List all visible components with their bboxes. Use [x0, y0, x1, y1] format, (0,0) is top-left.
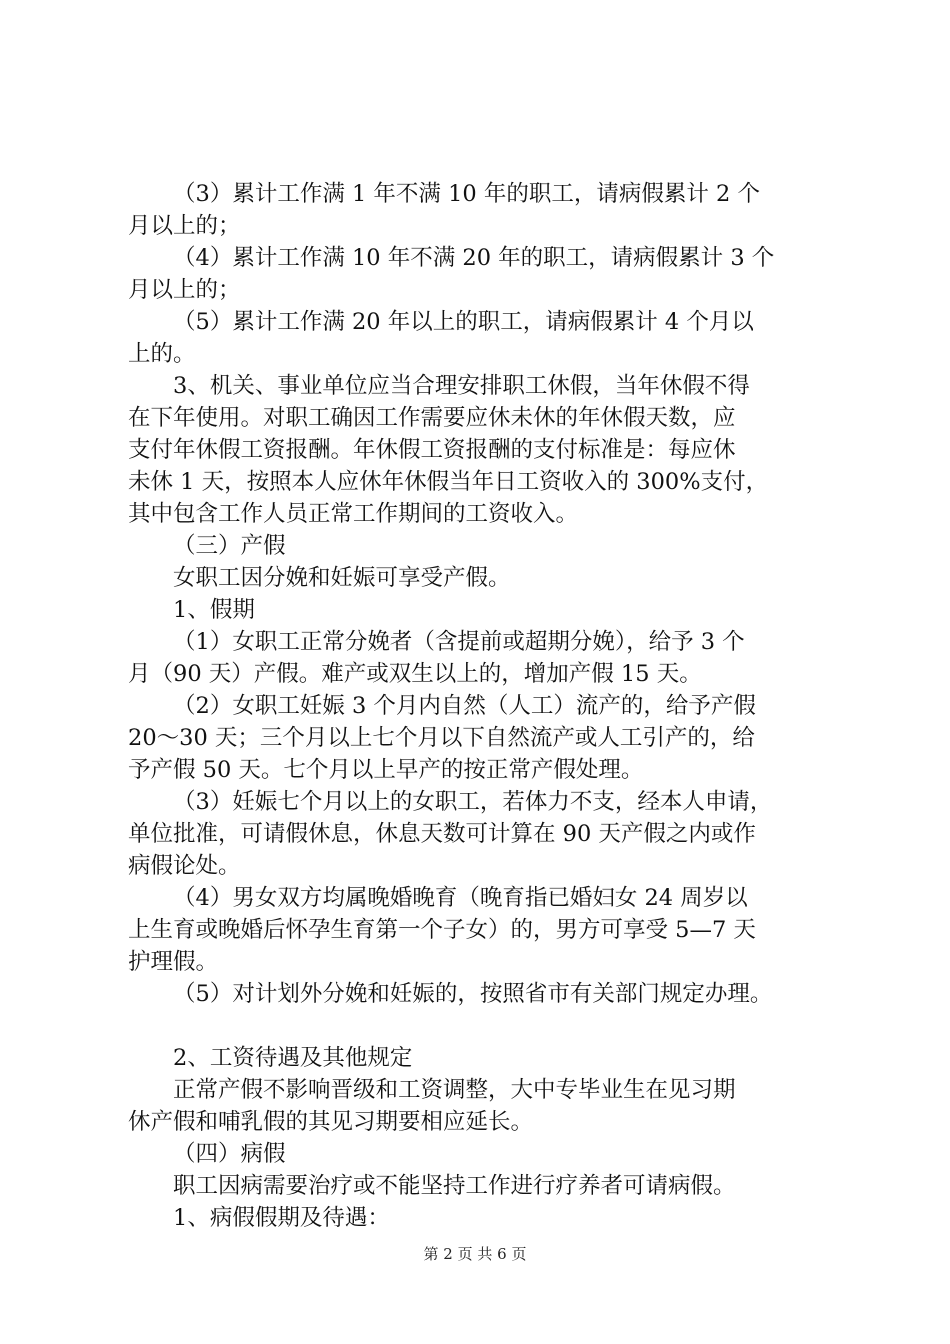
text-line: 病假论处。	[128, 853, 241, 879]
text-line: 护理假。	[128, 949, 219, 975]
text-line: 上的。	[128, 341, 196, 367]
blank-line	[128, 1010, 848, 1042]
text-line: 1、假期	[173, 597, 255, 623]
text-line: 月以上的；	[128, 277, 241, 303]
text-line: （5）累计工作满 20 年以上的职工，请病假累计 4 个月以	[173, 309, 754, 335]
text-line: 3、机关、事业单位应当合理安排职工休假，当年休假不得	[173, 373, 750, 399]
text-line: 1、病假假期及待遇：	[173, 1205, 390, 1231]
text-line: 月以上的；	[128, 213, 241, 239]
text-line: （三）产假	[173, 533, 286, 559]
text-line: （4）累计工作满 10 年不满 20 年的职工，请病假累计 3 个	[173, 245, 775, 271]
text-line: 月（90 天）产假。难产或双生以上的，增加产假 15 天。	[128, 661, 702, 687]
document-body	[128, 178, 848, 1234]
text-line: （4）男女双方均属晚婚晚育（晚育指已婚妇女 24 周岁以	[173, 885, 748, 911]
text-line: （1）女职工正常分娩者（含提前或超期分娩），给予 3 个	[173, 629, 745, 655]
text-line: 职工因病需要治疗或不能坚持工作进行疗养者可请病假。	[173, 1173, 736, 1199]
text-line: （5）对计划外分娩和妊娠的，按照省市有关部门规定办理。	[173, 981, 773, 1007]
text-line: （2）女职工妊娠 3 个月内自然（人工）流产的，给予产假	[173, 693, 756, 719]
text-line: （3）累计工作满 1 年不满 10 年的职工，请病假累计 2 个	[173, 181, 760, 207]
text-line: 其中包含工作人员正常工作期间的工资收入。	[128, 501, 579, 527]
text-line: 在下年使用。对职工确因工作需要应休未休的年休假天数，应	[128, 405, 736, 431]
text-line: （3）妊娠七个月以上的女职工，若体力不支，经本人申请，	[173, 789, 773, 815]
text-line: 20～30 天；三个月以上七个月以下自然流产或人工引产的，给	[128, 725, 755, 751]
text-line: 单位批准，可请假休息，休息天数可计算在 90 天产假之内或作	[128, 821, 756, 847]
text-line: 予产假 50 天。七个月以上早产的按正常产假处理。	[128, 757, 644, 783]
text-line: 2、工资待遇及其他规定	[173, 1045, 413, 1071]
text-line: 休产假和哺乳假的其见习期要相应延长。	[128, 1109, 534, 1135]
text-line: （四）病假	[173, 1141, 286, 1167]
text-line: 正常产假不影响晋级和工资调整，大中专毕业生在见习期	[173, 1077, 736, 1103]
text-line: 未休 1 天，按照本人应休年休假当年日工资收入的 300%支付，	[128, 469, 769, 495]
text-line: 上生育或晚婚后怀孕生育第一个子女）的，男方可享受 5—7 天	[128, 917, 756, 943]
text-line: 女职工因分娩和妊娠可享受产假。	[173, 565, 511, 591]
text-line: 支付年休假工资报酬。年休假工资报酬的支付标准是：每应休	[128, 437, 736, 463]
page-footer: 第 2 页 共 6 页	[423, 1245, 527, 1263]
